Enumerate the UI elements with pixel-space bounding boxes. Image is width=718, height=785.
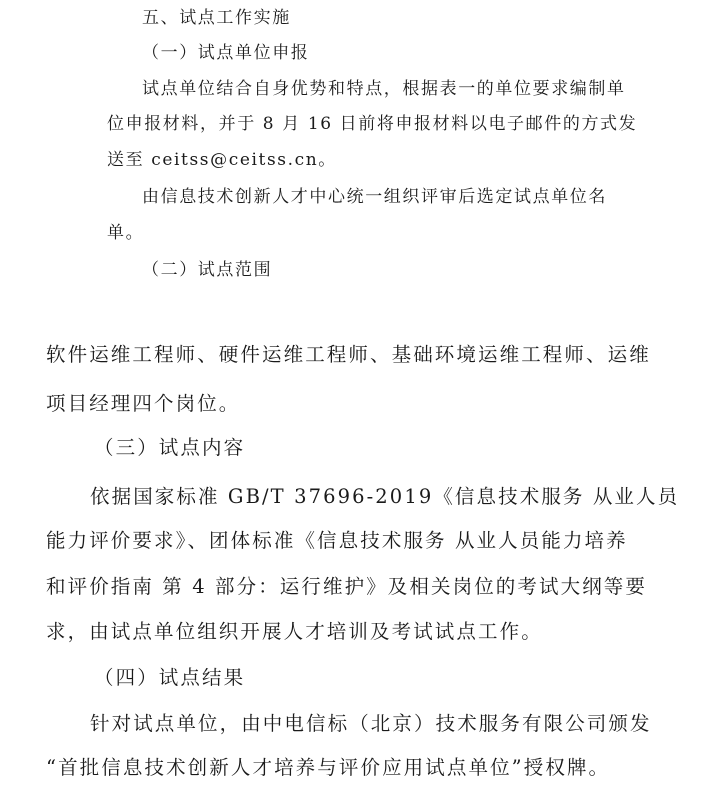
paragraph-line: 能力评价要求》、团体标准《信息技术服务 从业人员能力培养 — [46, 529, 628, 552]
paragraph-line: 位申报材料，并于 8 月 16 日前将申报材料以电子邮件的方式发 — [107, 114, 638, 134]
subsection-heading: （一）试点单位申报 — [142, 43, 310, 63]
subsection-heading: （三）试点内容 — [94, 436, 246, 459]
section-heading: 五、试点工作实施 — [142, 8, 291, 28]
paragraph-line: 软件运维工程师、硬件运维工程师、基础环境运维工程师、运维 — [46, 343, 651, 366]
paragraph-line: 由信息技术创新人才中心统一组织评审后选定试点单位名 — [142, 187, 607, 207]
paragraph-line: 求，由试点单位组织开展人才培训及考试试点工作。 — [46, 620, 543, 643]
paragraph-line: 试点单位结合自身优势和特点，根据表一的单位要求编制单 — [142, 79, 626, 99]
paragraph-line: 和评价指南 第 4 部分：运行维护》及相关岗位的考试大纲等要 — [46, 575, 648, 598]
subsection-heading: （四）试点结果 — [94, 666, 246, 689]
paragraph-line: 项目经理四个岗位。 — [46, 392, 241, 415]
paragraph-line: 针对试点单位，由中电信标（北京）技术服务有限公司颁发 — [90, 712, 652, 735]
subsection-heading: （二）试点范围 — [142, 260, 273, 280]
paragraph-line: 单。 — [107, 223, 145, 243]
paragraph-line: “首批信息技术创新人才培养与评价应用试点单位”授权牌。 — [46, 756, 611, 779]
paragraph-line: 依据国家标准 GB/T 37696-2019《信息技术服务 从业人员 — [90, 485, 680, 508]
paragraph-line: 送至 ceitss@ceitss.cn。 — [107, 150, 337, 170]
